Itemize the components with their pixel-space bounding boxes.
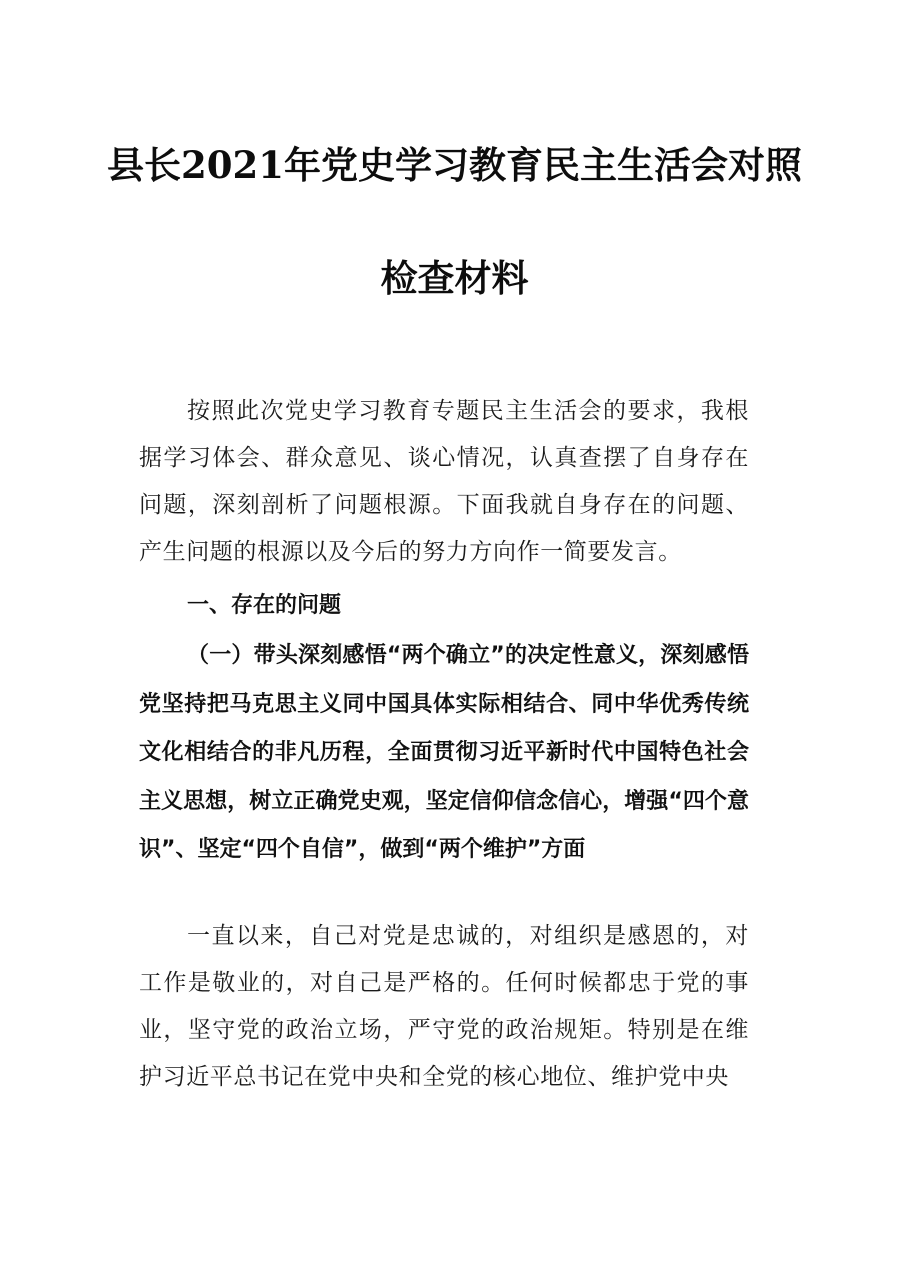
intro-paragraph: 按照此次党史学习教育专题民主生活会的要求，我根据学习体会、群众意见、谈心情况，认真查摆了自身存在问题，深刻剖析了问题根源。下面我就自身存在的问题、产生问题的根源以及今后的努力方向作一简要发言。 (139, 398, 749, 565)
section-heading: 一、存在的问题 (187, 593, 342, 618)
document-title-line-1: 县长2021年党史学习教育民主生活会对照 (107, 143, 802, 187)
body-paragraph: 一直以来，自己对党是忠诚的，对组织是感恩的，对工作是敬业的，对自己是严格的。任何时候都忠于党的事业，坚守党的政治立场，严守党的政治规矩。特别是在维护习近平总书记在党中央和全党的核心地位、维护党中央 (139, 923, 749, 1090)
document-title-line-2: 检查材料 (380, 256, 529, 300)
subsection-heading: （一）带头深刻感悟“两个确立”的决定性意义，深刻感悟党坚持把马克思主义同中国具体实际相结合、同中华优秀传统文化相结合的非凡历程，全面贯彻习近平新时代中国特色社会主义思想，树立正确党史观，坚定信仰信念信心，增强“四个意识”、坚定“四个自信”，做到“两个维护”方面 (139, 643, 749, 862)
